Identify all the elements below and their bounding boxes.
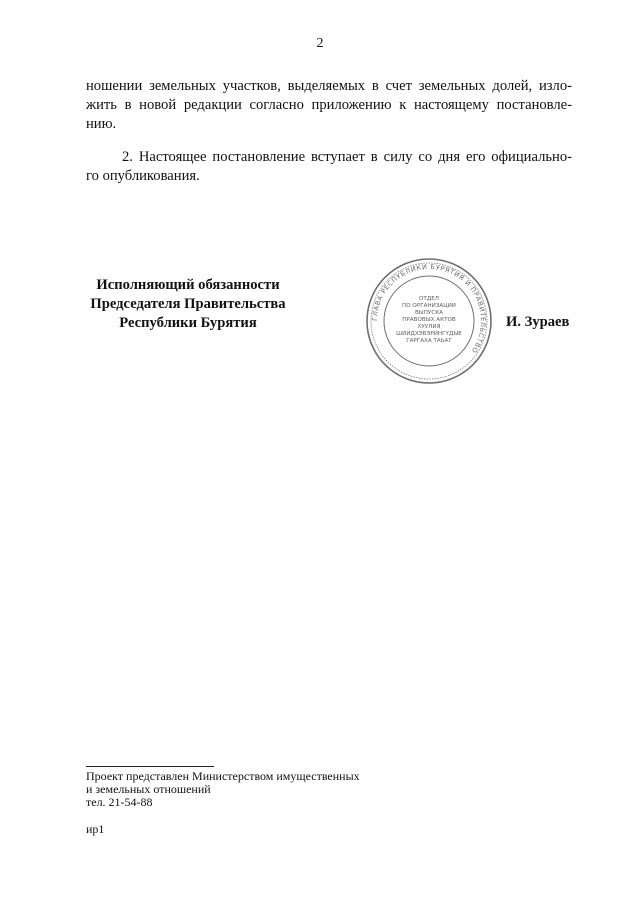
- seal-center-line: ОТДЕЛ: [419, 296, 439, 302]
- signer-position-line: Председателя Правительства: [90, 296, 286, 312]
- signer-position: [80, 276, 296, 333]
- document-code: ир1: [86, 822, 105, 836]
- paragraph-line: нию.: [86, 116, 117, 132]
- official-seal-stamp: [364, 256, 494, 386]
- seal-center-line: ПРАВОВЫХ АКТОВ: [402, 317, 456, 323]
- paragraph-line: ношении земельных участков, выделяемых в счет земельных долей, изло-: [86, 78, 572, 94]
- paragraph-line: го опубликования.: [86, 168, 200, 184]
- signer-position-line: Республики Бурятия: [119, 315, 257, 331]
- signer-name: И. Зураев: [506, 314, 570, 330]
- paragraph-clause-1-continuation: [86, 77, 572, 134]
- footnote: [86, 770, 360, 809]
- footnote-line: тел. 21-54-88: [86, 795, 153, 809]
- seal-center-line: ПО ОРГАНИЗАЦИИ: [402, 303, 456, 309]
- paragraph-clause-2: [86, 148, 572, 186]
- seal-center-line: ХУУЛИЯ: [417, 324, 441, 330]
- seal-outer-text: ГЛАВА РЕСПУБЛИКИ БУРЯТИЯ И ПРАВИТЕЛЬСТВО: [370, 262, 488, 355]
- seal-center-line: ГАРГАХА ТАЬАГ: [406, 338, 452, 344]
- paragraph-line: жить в новой редакции согласно приложению к настоящему постановле-: [86, 97, 572, 113]
- footnote-divider: [86, 766, 214, 767]
- page-number: 2: [316, 36, 324, 51]
- paragraph-line: 2. Настоящее постановление вступает в силу со дня его официально-: [122, 149, 572, 165]
- seal-center-line: ВЫПУСКА: [414, 310, 444, 316]
- footnote-line: и земельных отношений: [86, 782, 211, 796]
- seal-center-line: ШИИДХЭБЭРИНГҮДЫЕ: [396, 331, 462, 337]
- signer-position-line: Исполняющий обязанности: [96, 277, 280, 293]
- footnote-line: Проект представлен Министерством имущественных: [86, 769, 360, 783]
